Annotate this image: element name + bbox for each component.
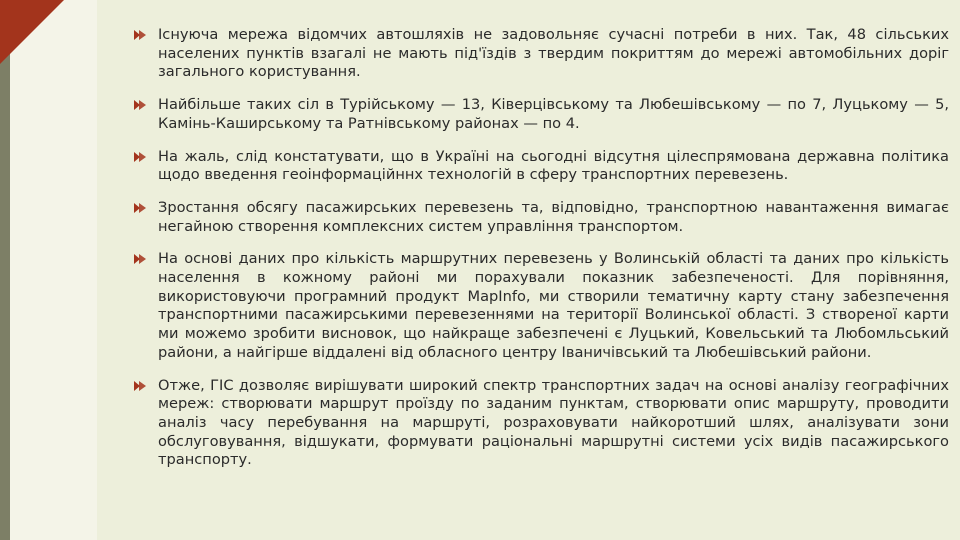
bullet-text: На жаль, слід констатувати, що в Україні на сьогодні відсутня цілеспрямована державна політика щодо введення геоінформаційннх технологій в сферу транспортних перевезень.	[158, 147, 949, 184]
left-decor-band	[0, 0, 97, 540]
bullet-item	[133, 26, 949, 82]
bullet-item	[133, 199, 949, 236]
arrow-right-icon	[133, 150, 148, 164]
arrow-right-icon	[133, 201, 148, 215]
bullet-text: Отже, ГІС дозволяє вирішувати широкий спектр транспортних задач на основі аналізу географічних мереж: створювати маршрут проїзду по заданим пунктам, створювати опис маршруту, проводити аналіз часу перебування на маршруті, розраховувати найкоротший шлях, аналізувати зони обслуговування, відшукати, формувати раціональні маршрутні системи усіх видів пасажирського транспорту.	[158, 376, 949, 469]
bullet-item	[133, 148, 949, 185]
bullet-text: Зростання обсягу пасажирських перевезень та, відповідно, транспортною навантаження вимагає негайною створення комплексних систем управління транспортом.	[158, 198, 949, 235]
bullet-item	[133, 96, 949, 133]
bullet-list	[133, 26, 949, 484]
arrow-right-icon	[133, 379, 148, 393]
arrow-right-icon	[133, 28, 148, 42]
bullet-item	[133, 377, 949, 471]
bullet-text: На основі даних про кількість маршрутних перевезень у Волинській області та даних про кількість населення в кожному районі ми порахували показник забезпеченості. Для порівняння, використовуючи програмний продукт MapInfo, ми створили тематичну карту стану забезпечення транспортними пасажирськими перевезеннями на території Волинської області. З створеної карти ми можемо зробити висновок, що найкраще забезпечені є Луцький, Ковельський та Любомльський райони, а найгірше віддалені від обласного центру Іваничівський та Любешівський райони.	[158, 250, 949, 361]
left-decor-bar	[0, 0, 10, 540]
bullet-item	[133, 250, 949, 362]
arrow-right-icon	[133, 252, 148, 266]
corner-accent-triangle	[0, 0, 64, 64]
arrow-right-icon	[133, 98, 148, 112]
bullet-text: Існуюча мережа відомчих автошляхів не задовольняє сучасні потреби в них. Так, 48 сільських населених пунктів взагалі не мають під'їздів з твердим покриттям до мережі автомобільних доріг загального користування.	[158, 26, 949, 81]
bullet-text: Найбільше таких сіл в Турійському — 13, Ківерцівському та Любешівському — по 7, Луцькому — 5, Камінь-Каширському та Ратнівському районах — по 4.	[158, 96, 949, 132]
